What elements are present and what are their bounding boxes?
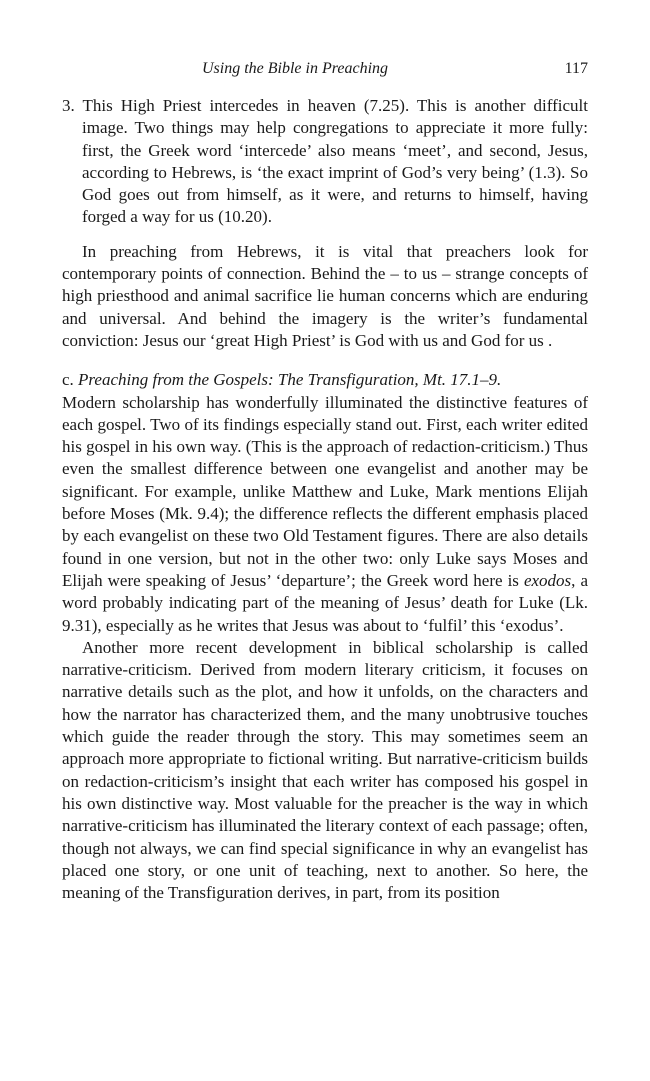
section-heading <box>62 369 588 391</box>
paragraph-hebrews: In preaching from Hebrews, it is vital that preachers look for contemporary points of connection. Behind the – to us – strange concepts of high priesthood and animal sacrifice lie human concerns which are enduring and universal. And behind the imagery is the writer’s fundamental conviction: Jesus our ‘great High Priest’ is God with us and God for us . <box>62 241 588 350</box>
section-label: c. <box>62 370 74 390</box>
paragraph-narrative: Another more recent development in biblical scholarship is called narrative-criticism. Derived from modern literary criticism, it focuses on narrative details such as the plot, and how it unfolds, on the characters and how the narrator has characterized them, and the many unobtrusive touches which guide the reader through the story. This may sometimes seem an approach more appropriate to fictional writing. But narrative-criticism builds on redaction-criticism’s insight that each writer has composed his gospel in his own distinctive way. Most valuable for the preacher is the way in which narrative-criticism has illuminated the literary context of each passage; often, though not always, we can find special significance in why an evangelist has placed one story, or one unit of teaching, next to another. So here, the meaning of the Transfiguration derives, in part, from its position <box>62 637 588 903</box>
running-title: Using the Bible in Preaching <box>201 60 389 77</box>
item-text: This High Priest intercedes in heaven (7.25). This is another difficult image. Two things may help congregations to appreciate it more fully: first, the Greek word ‘intercede’ also means ‘meet’, and second, Jesus, according to Hebrews, is ‘the exact imprint of God’s very being’ (1.3). So God goes out from himself, as it were, and returns to himself, having forged a way for us (10.20). <box>82 96 588 227</box>
section-title: Preaching from the Gospels: The Transfiguration, Mt. 17.1–9. <box>78 370 502 390</box>
numbered-item-3 <box>62 95 588 229</box>
body-text <box>62 95 588 904</box>
exodos-term: exodos <box>523 570 572 590</box>
running-header <box>62 60 588 82</box>
scholarship-text-1: Modern scholarship has wonderfully illuminated the distinctive features of each gospel. Two of its findings especially stand out. First, each writer edited his gospel in his own way. (This is the approach of redaction-criticism.) Thus even the smallest difference between one evangelist and another may be significant. For example, unlike Matthew and Luke, Mark mentions Elijah before Moses (Mk. 9.4); the difference reflects the different emphasis placed by each evangelist on these two Old Testament figures. There are also details found in one version, but not in the other two: only Luke says Moses and Elijah were speaking of Jesus’ ‘departure’; the Greek word here is <box>62 392 588 590</box>
page-number: 117 <box>564 60 588 77</box>
paragraph-scholarship <box>62 392 588 637</box>
item-number: 3. <box>62 96 75 115</box>
scholarship-text-2: , a word probably indicating part of the meaning of Jesus’ death for Luke (Lk. 9.31), especially as he writes that Jesus was about to ‘fulfil’ this ‘exodus’. <box>62 570 588 635</box>
